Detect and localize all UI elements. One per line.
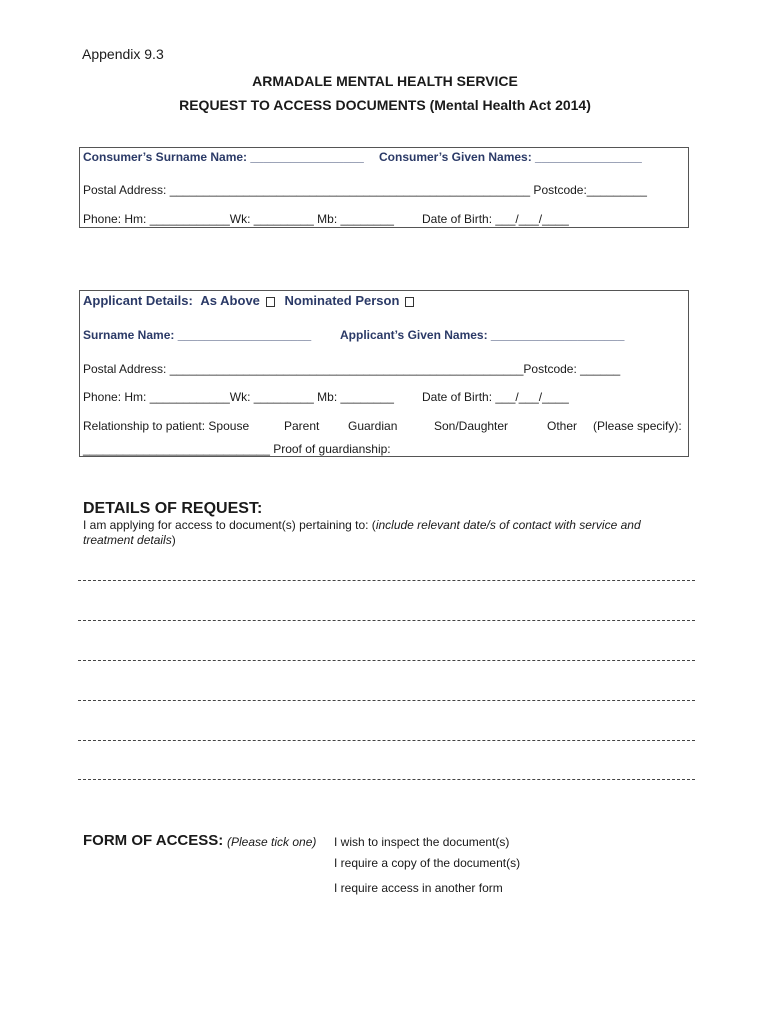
- nominated-person-checkbox[interactable]: [405, 297, 414, 307]
- proof-of-guardianship-field[interactable]: ____________________________ Proof of guardianship:: [83, 442, 391, 456]
- applicant-dob-field[interactable]: Date of Birth: ___/___/____: [422, 390, 569, 404]
- request-intro-end: ): [171, 533, 176, 547]
- relationship-specify-label: (Please specify):: [593, 419, 682, 433]
- appendix-label: Appendix 9.3: [82, 46, 164, 62]
- request-intro-italic-2: treatment details: [83, 533, 172, 547]
- form-of-access-heading: FORM OF ACCESS:: [83, 832, 224, 849]
- applicant-details-label: Applicant Details:: [83, 293, 193, 308]
- request-line[interactable]: [78, 620, 695, 621]
- applicant-phone-field[interactable]: Phone: Hm: ____________Wk: _________ Mb: ________: [83, 390, 394, 404]
- request-line[interactable]: [78, 700, 695, 701]
- request-intro-text: I am applying for access to document(s) pertaining to: (: [83, 518, 376, 532]
- consumer-phone-field[interactable]: Phone: Hm: ____________Wk: _________ Mb: ________: [83, 212, 394, 226]
- applicant-given-names-field[interactable]: Applicant’s Given Names: ____________________: [340, 328, 625, 342]
- consumer-postal-address-field[interactable]: Postal Address: ______________________________________________________ Postcode:_________: [83, 183, 647, 197]
- request-line[interactable]: [78, 580, 695, 581]
- consumer-surname-field[interactable]: Consumer’s Surname Name: _________________: [83, 150, 364, 164]
- relationship-other-option[interactable]: Other: [547, 419, 578, 433]
- consumer-given-names-field[interactable]: Consumer’s Given Names: ________________: [379, 150, 642, 164]
- relationship-parent-option[interactable]: Parent: [284, 419, 320, 433]
- service-title: ARMADALE MENTAL HEALTH SERVICE: [252, 73, 518, 89]
- applicant-details-row: [83, 293, 418, 308]
- request-line[interactable]: [78, 740, 695, 741]
- access-option-copy[interactable]: I require a copy of the document(s): [334, 856, 521, 870]
- form-title: REQUEST TO ACCESS DOCUMENTS (Mental Health Act 2014): [179, 97, 591, 113]
- relationship-label: Relationship to patient: Spouse: [83, 419, 250, 433]
- access-option-inspect[interactable]: I wish to inspect the document(s): [334, 835, 510, 849]
- applicant-postal-address-field[interactable]: Postal Address: _____________________________________________________Postcode: ______: [83, 362, 621, 376]
- relationship-guardian-option[interactable]: Guardian: [348, 419, 398, 433]
- request-intro-italic: include relevant date/s of contact with service and: [375, 518, 641, 532]
- form-of-access-hint: (Please tick one): [227, 835, 317, 849]
- as-above-checkbox[interactable]: [266, 297, 275, 307]
- request-line[interactable]: [78, 660, 695, 661]
- details-of-request-heading: DETAILS OF REQUEST:: [83, 500, 263, 517]
- access-option-other[interactable]: I require access in another form: [334, 881, 503, 895]
- relationship-son-daughter-option[interactable]: Son/Daughter: [434, 419, 509, 433]
- as-above-label: As Above: [200, 293, 260, 308]
- request-line[interactable]: [78, 779, 695, 780]
- request-intro-line1: [83, 518, 641, 532]
- applicant-surname-field[interactable]: Surname Name: ____________________: [83, 328, 312, 342]
- nominated-person-label: Nominated Person: [284, 293, 400, 308]
- request-intro-line2: [83, 533, 176, 547]
- consumer-dob-field[interactable]: Date of Birth: ___/___/____: [422, 212, 569, 226]
